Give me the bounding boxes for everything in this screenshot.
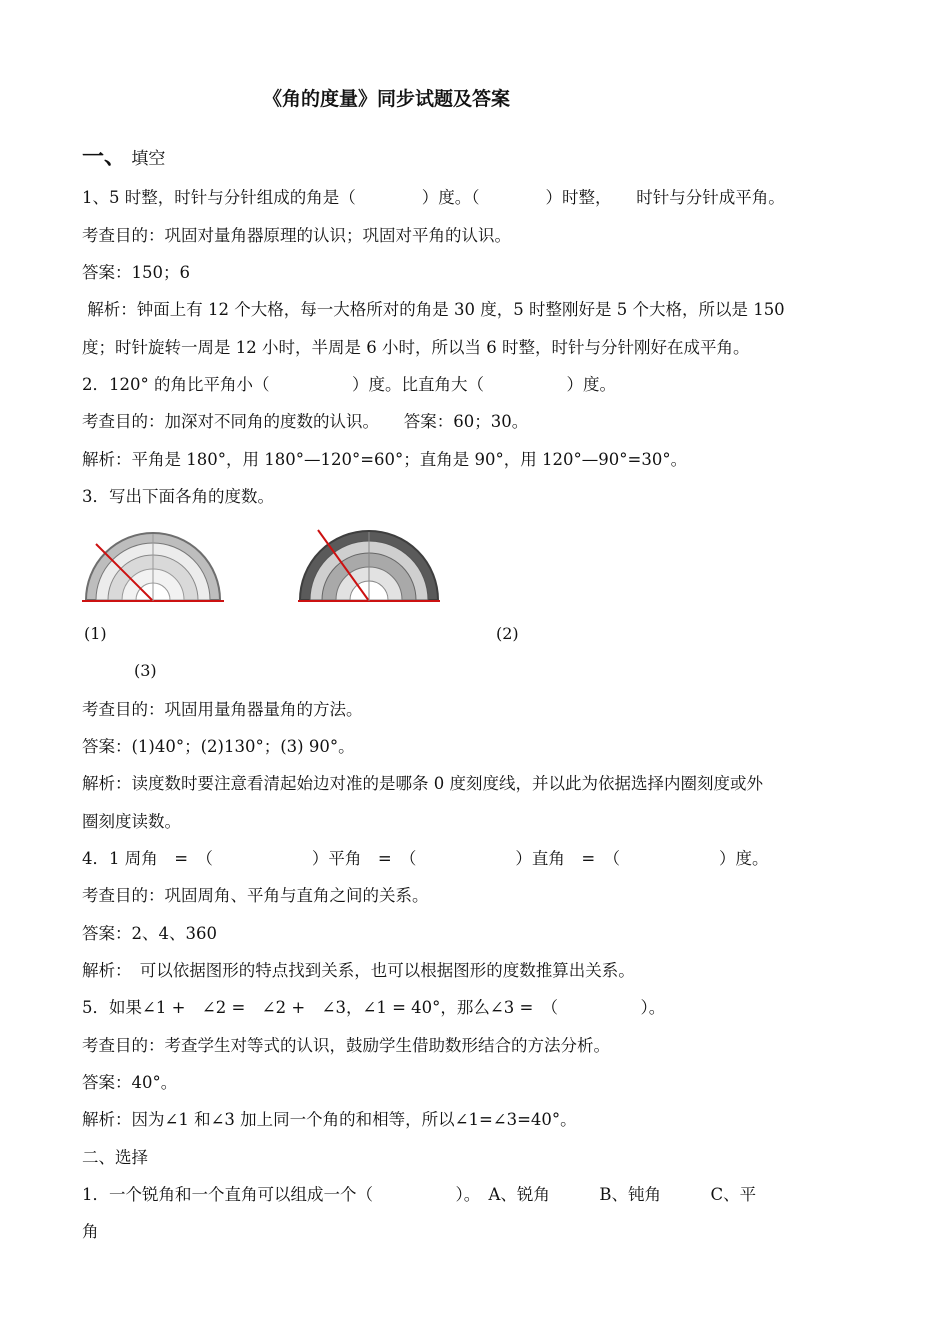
q1-purpose: 考查目的：巩固对量角器原理的认识；巩固对平角的认识。	[82, 226, 511, 245]
q1-text: 1、5 时整，时针与分针组成的角是（ ）度。（ ）时整， 时针与分针成平角。	[82, 188, 785, 207]
q1-answer: 答案：150；6	[82, 263, 190, 282]
figure-label-3: (3)	[134, 661, 157, 680]
protractor-figure-1	[82, 520, 224, 604]
q5-text: 5．如果∠1 + ∠2 = ∠2 + ∠3，∠1 = 40°，那么∠3 = （ ）。	[82, 998, 666, 1017]
section-heading-2: 二、选择	[82, 1148, 148, 1167]
page-title: 《角的度量》同步试题及答案	[263, 88, 511, 110]
q3-answer: 答案：(1)40°；(2)130°；(3) 90°。	[82, 737, 355, 756]
q2-analysis: 解析：平角是 180°，用 180°—120°=60°；直角是 90°，用 120°—90°=30°。	[82, 450, 688, 469]
q5-answer: 答案：40°。	[82, 1073, 178, 1092]
q5-analysis: 解析：因为∠1 和∠3 加上同一个角的和相等，所以∠1=∠3=40°。	[82, 1110, 577, 1129]
protractor-figure-2	[298, 520, 440, 604]
q3-analysis-1: 解析：读度数时要注意看清起始边对准的是哪条 0 度刻度线，并以此为依据选择内圈刻度或外	[82, 774, 763, 793]
q3-purpose: 考查目的：巩固用量角器量角的方法。	[82, 700, 363, 719]
q3-analysis-2: 圈刻度读数。	[82, 812, 181, 831]
figure-label-1: (1)	[84, 624, 107, 643]
figure-label-2: (2)	[496, 624, 519, 643]
section-label: 填空	[131, 149, 166, 169]
choice-q1-text: 1．一个锐角和一个直角可以组成一个（ ）。 A、锐角 B、钝角 C、平	[82, 1185, 757, 1204]
choice-q1-wrap: 角	[82, 1222, 99, 1241]
q2-purpose: 考查目的：加深对不同角的度数的认识。 答案：60；30。	[82, 412, 529, 431]
q2-text: 2．120° 的角比平角小（ ）度。比直角大（ ）度。	[82, 375, 616, 394]
q4-text: 4．1 周角 = （ ）平角 = （ ）直角 = （ ）度。	[82, 849, 769, 868]
q3-text: 3．写出下面各角的度数。	[82, 487, 274, 506]
q5-purpose: 考查目的：考查学生对等式的认识，鼓励学生借助数形结合的方法分析。	[82, 1036, 610, 1055]
q1-analysis-1: 解析：钟面上有 12 个大格，每一大格所对的角是 30 度，5 时整刚好是 5 个大格，所以是 150	[82, 300, 785, 319]
q4-purpose: 考查目的：巩固周角、平角与直角之间的关系。	[82, 886, 429, 905]
section-heading-1	[82, 140, 165, 171]
q1-analysis-2: 度；时针旋转一周是 12 小时，半周是 6 小时，所以当 6 时整，时针与分针刚好在成平角。	[82, 338, 750, 357]
q4-analysis: 解析： 可以依据图形的特点找到关系，也可以根据图形的度数推算出关系。	[82, 961, 635, 980]
section-mark: 一、	[82, 145, 127, 170]
q4-answer: 答案：2、4、360	[82, 924, 217, 943]
